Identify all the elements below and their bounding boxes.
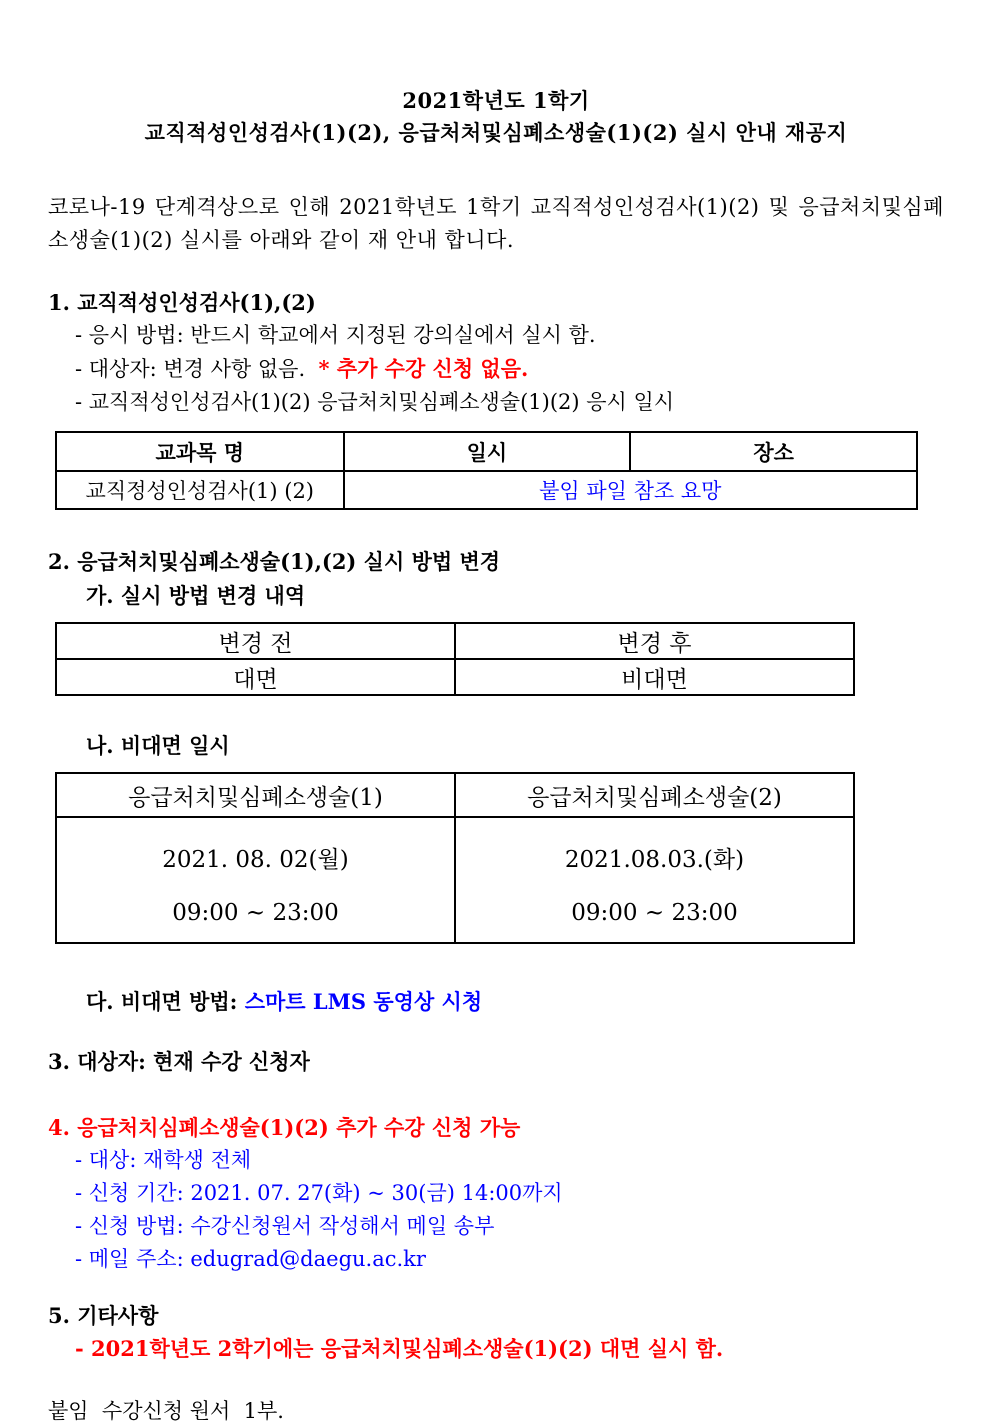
section-5 <box>48 1300 944 1365</box>
section-4-item-target: - 대상: 재학생 전체 <box>75 1148 252 1172</box>
title-line-2: 교직적성인성검사(1)(2), 응급처처및심폐소생술(1)(2) 실시 안내 재공지 <box>144 120 848 145</box>
exam-table-header-subject: 교과목 명 <box>56 432 344 471</box>
section-1-item-schedule: - 교직적성인성검사(1)(2) 응급처치및심폐소생술(1)(2) 응시 일시 <box>75 390 675 414</box>
exam-schedule-table <box>55 431 918 510</box>
section-2-heading: 2. 응급처치및심폐소생술(1),(2) 실시 방법 변경 <box>48 549 501 574</box>
sub-c-method: 스마트 LMS 동영상 시청 <box>244 989 483 1014</box>
section-2-sub-b: 나. 비대면 일시 <box>86 733 230 758</box>
section-5-list <box>75 1332 944 1365</box>
course2-time: 09:00 ~ 23:00 <box>571 899 738 926</box>
document-title <box>48 85 944 149</box>
exam-table-data-row <box>56 471 917 509</box>
item-target-black: - 대상자: 변경 사항 없음. <box>75 357 306 381</box>
section-3-heading: 3. 대상자: 현재 수강 신청자 <box>48 1049 310 1074</box>
section-4 <box>48 1112 944 1276</box>
section-4-item-email: - 메일 주소: edugrad@daegu.ac.kr <box>75 1247 426 1271</box>
change-table-header-row <box>56 623 854 659</box>
sub-c-label: 다. 비대면 방법: <box>86 989 245 1014</box>
exam-table-header-place: 장소 <box>630 432 917 471</box>
change-table-value-after: 비대면 <box>455 659 854 695</box>
section-1-item-target <box>75 352 944 386</box>
section-2-sub-c <box>86 986 944 1018</box>
attachment-note: 붙임 수강신청 원서 1부. <box>48 1399 284 1423</box>
section-4-item-period: - 신청 기간: 2021. 07. 27(화) ~ 30(금) 14:00까지 <box>75 1181 563 1205</box>
exam-table-subject-cell: 교직정성인성검사(1) (2) <box>56 471 344 509</box>
change-table-data-row <box>56 659 854 695</box>
schedule-header-course2: 응급처치및심폐소생술(2) <box>455 773 854 817</box>
change-table-header-after: 변경 후 <box>455 623 854 659</box>
title-line-1: 2021학년도 1학기 <box>402 88 590 113</box>
change-table <box>55 622 855 696</box>
section-4-list <box>75 1144 944 1276</box>
section-1 <box>48 287 944 510</box>
section-1-heading: 1. 교직적성인성검사(1),(2) <box>48 290 316 315</box>
course1-time: 09:00 ~ 23:00 <box>172 899 339 926</box>
schedule-table-header-row <box>56 773 854 817</box>
section-4-item-method: - 신청 방법: 수강신청원서 작성해서 메일 송부 <box>75 1214 495 1238</box>
change-table-header-before: 변경 전 <box>56 623 455 659</box>
schedule-table-data-row <box>56 817 854 943</box>
intro-paragraph: 코로나-19 단계격상으로 인해 2021학년도 1학기 교직적성인성검사(1)(2) 및 응급처치및심폐소생술(1)(2) 실시를 아래와 같이 재 안내 합니다. <box>48 195 944 252</box>
section-1-list <box>75 319 944 419</box>
schedule-cell-course1 <box>56 817 455 943</box>
schedule-header-course1: 응급처치및심폐소생술(1) <box>56 773 455 817</box>
course1-date: 2021. 08. 02(월) <box>162 846 349 873</box>
section-4-heading: 4. 응급처치심폐소생술(1)(2) 추가 수강 신청 가능 <box>48 1115 521 1140</box>
section-1-item-method: - 응시 방법: 반드시 학교에서 지정된 강의실에서 실시 함. <box>75 323 596 347</box>
section-5-item-notice: - 2021학년도 2학기에는 응급처치및심폐소생술(1)(2) 대면 실시 함. <box>75 1336 724 1361</box>
item-target-red-note: * 추가 수강 신청 없음. <box>318 356 529 381</box>
schedule-cell-course2 <box>455 817 854 943</box>
section-5-heading: 5. 기타사항 <box>48 1303 159 1328</box>
section-2 <box>48 546 944 1018</box>
exam-table-header-datetime: 일시 <box>344 432 631 471</box>
exam-table-note-cell: 붙임 파일 참조 요망 <box>344 471 917 509</box>
course2-date: 2021.08.03.(화) <box>564 846 745 873</box>
change-table-value-before: 대면 <box>56 659 455 695</box>
online-schedule-table <box>55 772 855 944</box>
section-3 <box>48 1046 944 1078</box>
section-2-sub-a: 가. 실시 방법 변경 내역 <box>86 583 306 608</box>
exam-table-header-row <box>56 432 917 471</box>
